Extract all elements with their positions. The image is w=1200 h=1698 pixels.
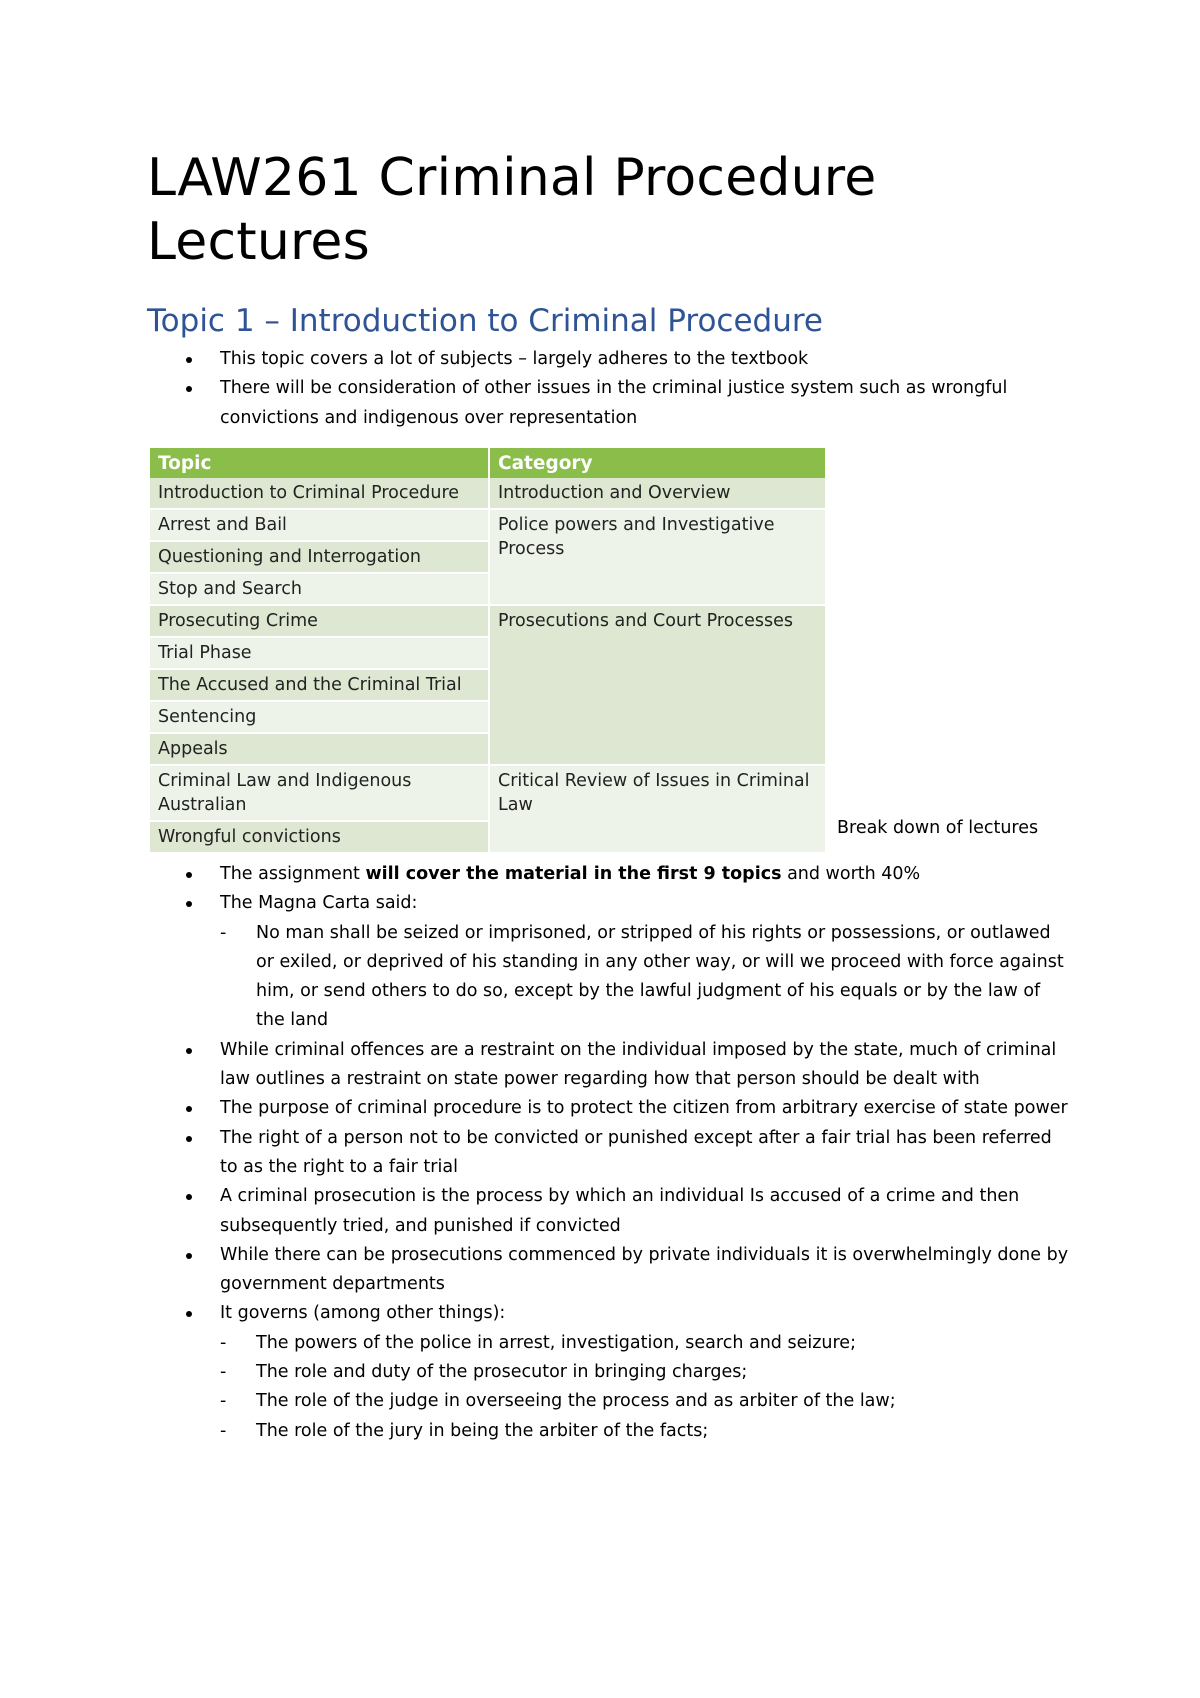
topic-cell: Appeals xyxy=(150,733,489,765)
list-item-text: The right of a person not to be convicted or punished except after a fair trial has been referred to as the right to a fair trial xyxy=(220,1127,1052,1177)
topic-cell: Prosecuting Crime xyxy=(150,605,489,637)
list-item xyxy=(0,345,1200,374)
list-item xyxy=(0,1124,1200,1183)
topic-cell: Stop and Search xyxy=(150,573,489,605)
bullet-icon xyxy=(186,1194,192,1200)
sub-list-item-text: The role of the judge in overseeing the process and as arbiter of the law; xyxy=(256,1391,896,1412)
topic-cell: Questioning and Interrogation xyxy=(150,541,489,573)
table-caption: Break down of lectures xyxy=(837,818,1039,838)
category-cell: Prosecutions and Court Processes xyxy=(489,605,826,765)
topic-heading: Topic 1 – Introduction to Criminal Procedure xyxy=(147,303,823,339)
sub-list-item xyxy=(0,1417,1200,1446)
dash-icon: - xyxy=(220,922,227,943)
dash-icon: - xyxy=(220,1362,227,1383)
bullet-icon xyxy=(186,901,192,907)
list-item-text: A criminal prosecution is the process by which an individual Is accused of a crime and then subsequently tried, and punished if convicted xyxy=(220,1186,1020,1236)
sub-list-item xyxy=(0,1387,1200,1416)
table-row xyxy=(150,478,826,509)
sub-list-item xyxy=(0,919,1200,1036)
quote-text: No man shall be seized or imprisoned, or stripped of his rights or possessions, or outlawed or exiled, or deprived of his standing in any other way, or will we proceed with force against him, or send others to do so, except by the lawful judgment of his equals or by the law of the land xyxy=(256,922,1064,1031)
bullet-icon xyxy=(186,872,192,878)
list-item-text: There will be consideration of other issues in the criminal justice system such as wrongful convictions and indigenous over representation xyxy=(220,378,1008,428)
category-cell: Police powers and Investigative Process xyxy=(489,509,826,605)
list-item-text: It governs (among other things): xyxy=(220,1303,506,1324)
table-row xyxy=(150,765,826,821)
main-bullet-list xyxy=(0,860,1200,1446)
lecture-breakdown-table xyxy=(150,448,827,854)
list-item xyxy=(0,374,1200,433)
list-item xyxy=(0,1241,1200,1300)
bullet-icon xyxy=(186,1048,192,1054)
sub-list-item-text: The powers of the police in arrest, investigation, search and seizure; xyxy=(256,1332,856,1353)
topic-cell: Sentencing xyxy=(150,701,489,733)
sub-list-item xyxy=(0,1358,1200,1387)
sub-list-item-text: The role of the jury in being the arbiter of the facts; xyxy=(256,1420,709,1441)
topic-cell: Trial Phase xyxy=(150,637,489,669)
list-item-text: This topic covers a lot of subjects – largely adheres to the textbook xyxy=(220,349,809,369)
list-item-text: While there can be prosecutions commenced by private individuals it is overwhelmingly done by government departments xyxy=(220,1244,1069,1295)
topic-cell: Criminal Law and Indigenous Australian xyxy=(150,765,489,821)
bullet-icon xyxy=(186,1311,192,1317)
dash-icon: - xyxy=(220,1420,227,1441)
list-item xyxy=(0,860,1200,889)
topic-cell: Arrest and Bail xyxy=(150,509,489,541)
bullet-icon xyxy=(186,357,192,363)
bullet-icon xyxy=(186,1106,192,1112)
list-item xyxy=(0,1182,1200,1241)
assignment-text-bold: will cover the material in the first 9 topics xyxy=(365,864,782,884)
bullet-icon xyxy=(186,386,192,392)
dash-icon: - xyxy=(220,1391,227,1412)
table-row xyxy=(150,605,826,637)
dash-icon: - xyxy=(220,1332,227,1353)
category-cell: Critical Review of Issues in Criminal Law xyxy=(489,765,826,853)
column-header-category: Category xyxy=(489,448,826,478)
list-item xyxy=(0,1299,1200,1445)
governs-sublist xyxy=(0,1329,1200,1446)
table-header-row xyxy=(150,448,826,478)
magna-carta-sublist xyxy=(0,919,1200,1036)
topic-cell: Wrongful convictions xyxy=(150,821,489,853)
list-item-text: The purpose of criminal procedure is to protect the citizen from arbitrary exercise of state power xyxy=(220,1098,1068,1119)
list-item-text: The Magna Carta said: xyxy=(220,893,418,914)
intro-bullet-list xyxy=(0,345,1200,433)
assignment-text-pre: The assignment xyxy=(220,864,366,884)
document-title: LAW261 Criminal Procedure Lectures xyxy=(147,148,877,272)
column-header-topic: Topic xyxy=(150,448,489,478)
bullet-icon xyxy=(186,1136,192,1142)
sub-list-item xyxy=(0,1329,1200,1358)
list-item xyxy=(0,1036,1200,1095)
table-row xyxy=(150,509,826,541)
category-cell: Introduction and Overview xyxy=(489,478,826,509)
sub-list-item-text: The role and duty of the prosecutor in bringing charges; xyxy=(256,1362,748,1383)
assignment-text-post: and worth 40% xyxy=(781,864,921,884)
topic-cell: The Accused and the Criminal Trial xyxy=(150,669,489,701)
list-item xyxy=(0,889,1200,1035)
bullet-icon xyxy=(186,1253,192,1259)
list-item xyxy=(0,1094,1200,1123)
topic-cell: Introduction to Criminal Procedure xyxy=(150,478,489,509)
list-item-text: While criminal offences are a restraint on the individual imposed by the state, much of criminal law outlines a restraint on state power regarding how that person should be dealt with xyxy=(220,1039,1057,1090)
